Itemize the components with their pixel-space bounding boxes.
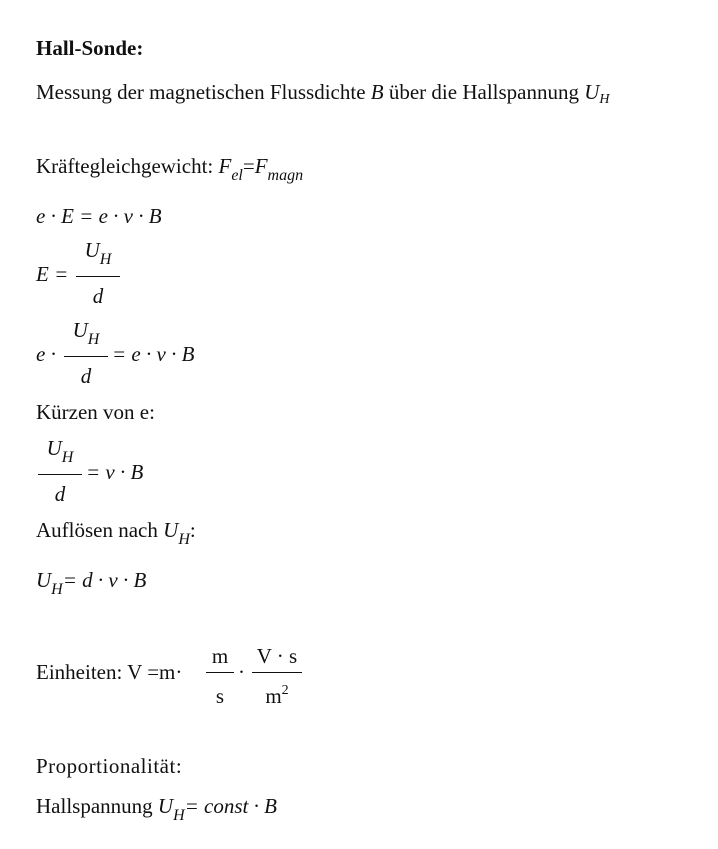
step-cancel-e: Kürzen von e: — [36, 400, 155, 424]
units-fraction-tesla — [252, 644, 302, 706]
electric-force-subscript: el — [231, 167, 243, 184]
fraction-numerator: m — [211, 644, 229, 668]
hall-voltage-subscript: H — [173, 807, 185, 824]
fraction-denominator — [252, 684, 302, 709]
step-solve-colon: : — [189, 518, 196, 542]
hall-voltage-symbol: U — [584, 80, 600, 104]
fraction-numerator — [64, 318, 108, 348]
magnetic-force-symbol: F — [254, 154, 268, 178]
units-fraction-velocity — [206, 644, 234, 706]
units-label: Einheiten: V =m· — [36, 660, 183, 684]
step-solve-for-uh — [36, 518, 196, 548]
proportionality-rhs: = const · B — [184, 794, 277, 818]
fraction-numerator — [76, 238, 120, 268]
fraction-bar — [38, 474, 82, 475]
numerator-subscript: H — [87, 331, 100, 348]
section-title: Hall-Sonde: — [36, 36, 144, 60]
numerator-subscript: H — [99, 251, 112, 268]
denominator-exponent: 2 — [281, 683, 289, 698]
equation-hall-voltage — [36, 568, 147, 598]
hall-voltage-subscript: H — [51, 581, 63, 598]
equation-force-equality: e · E = e · v · B — [36, 204, 162, 228]
numerator-symbol: U — [72, 318, 88, 342]
fraction-bar — [76, 276, 120, 277]
fraction-denominator: d — [80, 364, 92, 388]
numerator-subscript: H — [61, 449, 74, 466]
equation-field-fraction — [76, 238, 120, 308]
flux-density-symbol: B — [370, 80, 384, 104]
equation-field-lhs: E = — [36, 262, 69, 286]
proportionality-equation — [36, 794, 277, 824]
equation-substituted-fraction — [64, 318, 108, 388]
equation-reduced-rhs: = v · B — [86, 460, 144, 484]
force-balance-line — [36, 154, 304, 184]
step-solve-subscript: H — [178, 531, 190, 548]
denominator-base: m — [265, 684, 282, 708]
equation-substituted-rhs: = e · v · B — [112, 342, 195, 366]
proportionality-heading: Proportionalität: — [36, 754, 183, 778]
fraction-denominator: d — [54, 482, 66, 506]
fraction-denominator: d — [92, 284, 104, 308]
force-balance-label: Kräftegleichgewicht: — [36, 154, 219, 178]
equation-substituted-prefix: e · — [36, 342, 56, 366]
intro-text-middle: über die Hallspannung — [383, 80, 585, 104]
intro-text-before: Messung der magnetischen Flussdichte — [36, 80, 371, 104]
equation-reduced-fraction — [38, 436, 82, 506]
units-multiply-dot: · — [238, 660, 245, 684]
proportionality-text: Hallspannung — [36, 794, 158, 818]
hall-voltage-symbol: U — [36, 568, 52, 592]
step-solve-symbol: U — [163, 518, 179, 542]
magnetic-force-subscript: magn — [267, 167, 304, 184]
numerator-symbol: U — [84, 238, 100, 262]
intro-text — [36, 80, 610, 107]
hall-voltage-symbol: U — [157, 794, 174, 818]
fraction-numerator — [38, 436, 82, 466]
fraction-numerator: V · s — [256, 644, 298, 668]
fraction-bar — [252, 672, 302, 673]
fraction-denominator: s — [215, 684, 225, 708]
step-solve-text: Auflösen nach — [36, 518, 164, 542]
electric-force-symbol: F — [218, 154, 232, 178]
hall-voltage-rhs: = d · v · B — [62, 568, 147, 592]
hall-voltage-subscript: H — [599, 92, 610, 107]
force-equals: = — [242, 154, 255, 178]
fraction-bar — [206, 672, 234, 673]
fraction-bar — [64, 356, 108, 357]
numerator-symbol: U — [46, 436, 62, 460]
